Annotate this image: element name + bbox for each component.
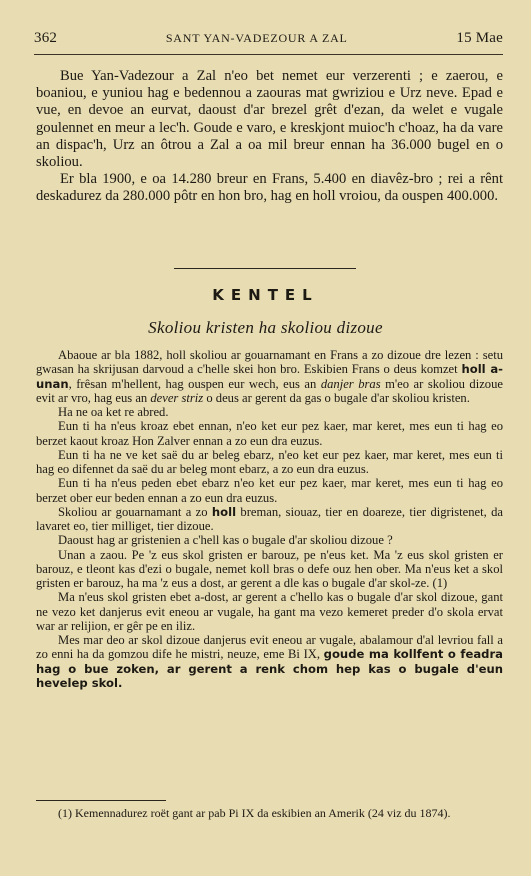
running-title: SANT YAN-VADEZOUR A ZAL (165, 31, 348, 45)
bold-text: holl a-unan (36, 362, 503, 391)
intro-paragraph-1: Bue Yan-Vadezour a Zal n'eo bet nemet eur verzerenti ; e zaerou, e boaniou, e yuniou hag e bedennou a zaouras mat gwriziou e Urz neve. Epad e vue, en devoe an eurvat, daoust d'ar brezel grêt d'ezan, da welet e vugale goulennet en meur a lec'h. Goude e varo, e kreskjont muioc'h c'hoaz, ha da vare an dispac'h, Urz an ôtrou a Zal a oa mil breur ennan ha 36.000 bugel en o skoliou. (36, 68, 503, 171)
body-paragraph-7: Daoust hag ar gristenien a c'hell kas o bugale d'ar skoliou dizoue ? (58, 533, 393, 548)
body-paragraph-4: Eun ti ha ne ve ket saë du ar beleg ebarz, n'eo ket eur pez kaer, mar keret, mes eun ti hag eo difennet da saë du ar beleg mont ebarz, a zo eun dra euzus. (36, 447, 503, 476)
footnote-text: (1) Kemennadurez roët gant ar pab Pi IX da eskibien an Amerik (24 viz du 1874). (58, 806, 451, 820)
section-title: KENTEL (212, 286, 319, 304)
section-divider (174, 268, 356, 269)
body-paragraph-3: Eun ti ha n'eus kroaz ebet ennan, n'eo ket eur pez kaer, mar keret, mes eun ti hag eo berzet kaout kroaz Hon Zalver ennan a zo eun dra euzus. (36, 419, 503, 448)
footnote (36, 806, 503, 820)
intro-text (36, 68, 503, 206)
header-rule (34, 54, 503, 55)
page-number: 362 (34, 30, 58, 46)
lesson-body (36, 348, 503, 690)
footnote-rule (36, 800, 166, 801)
header-date: 15 Mae (456, 30, 503, 46)
text-run: , frêsan m'hellent, hag ouspen eur wech, eus an (68, 376, 321, 391)
text-run: Abaoue ar bla 1882, holl skoliou ar gouarnamant en Frans a zo dizoue dre lezen : setu gwasan ha skrijusan darvoud a c'helle skei hon bro. Eskibien Frans o deus komzet (36, 348, 503, 377)
section-subtitle: Skoliou kristen ha skoliou dizoue (148, 318, 383, 337)
bold-text: holl (211, 504, 237, 519)
body-paragraph-5: Eun ti ha n'eus peden ebet ebarz n'eo ket eur pez kaer, mar keret, mes eun ti hag eo berzet ober eur beden ennan a zo eun dra euzus. (36, 476, 503, 505)
italic-text: dever striz (150, 390, 204, 405)
body-paragraph-10 (36, 633, 503, 690)
text-run: m'eo ar skoliou dizoue evit ar vro, hag eus an (36, 376, 503, 405)
body-paragraph-9: Ma n'eus skol gristen ebet a-dost, ar gerent a c'hello kas o bugale d'ar skol dizoue, gant ne vezo ket danjerus evit eneou ar vugale, ha gant ma vezo kemeret preder d'o skola ervat war ar relijion, er gêr pe en iliz. (36, 590, 503, 633)
body-paragraph-8: Unan a zaou. Pe 'z eus skol gristen er barouz, pe n'eus ket. Ma 'z eus skol gristen er barouz, e tleont kas d'ezi o bugale, nemet koll bras o defe ouz hen ober. Ma n'eus ket a skol gristen er barouz, ha ma 'z eus a dost, ar gerent a dle kas o bugale d'ar skol-ze. (1) (36, 547, 503, 590)
text-run: Skoliou ar gouarnamant a zo (58, 504, 212, 519)
text-run: o deus ar gerent da gas o bugale d'ar skoliou kristen. (203, 390, 470, 405)
body-paragraph-2: Ha ne oa ket re abred. (58, 405, 169, 419)
intro-paragraph-2: Er bla 1900, e oa 14.280 breur en Frans, 5.400 en diavêz-bro ; rei a rênt deskadurez da 280.000 pôtr en hon bro, hag en holl vroiou, da ouspen 400.000. (36, 171, 503, 205)
bold-text: goude ma kollfent o feadra hag o bue zoken, ar gerent a renk chom hep kas o bugale d'eun hevelep skol. (36, 647, 503, 690)
text-run: breman, siouaz, tier en doareze, tier digristenet, da lavaret eo, tier milliget, tier dizoue. (36, 504, 503, 533)
italic-text: danjer bras (320, 376, 381, 391)
body-paragraph-1 (36, 348, 503, 405)
body-paragraph-6 (36, 505, 503, 534)
running-header (34, 30, 503, 47)
text-run: Mes mar deo ar skol dizoue danjerus evit eneou ar vugale, abalamour d'al levriou fall a zo enni ha da gomzou dife he mistri, neuze, eme Bi IX, (36, 633, 503, 662)
